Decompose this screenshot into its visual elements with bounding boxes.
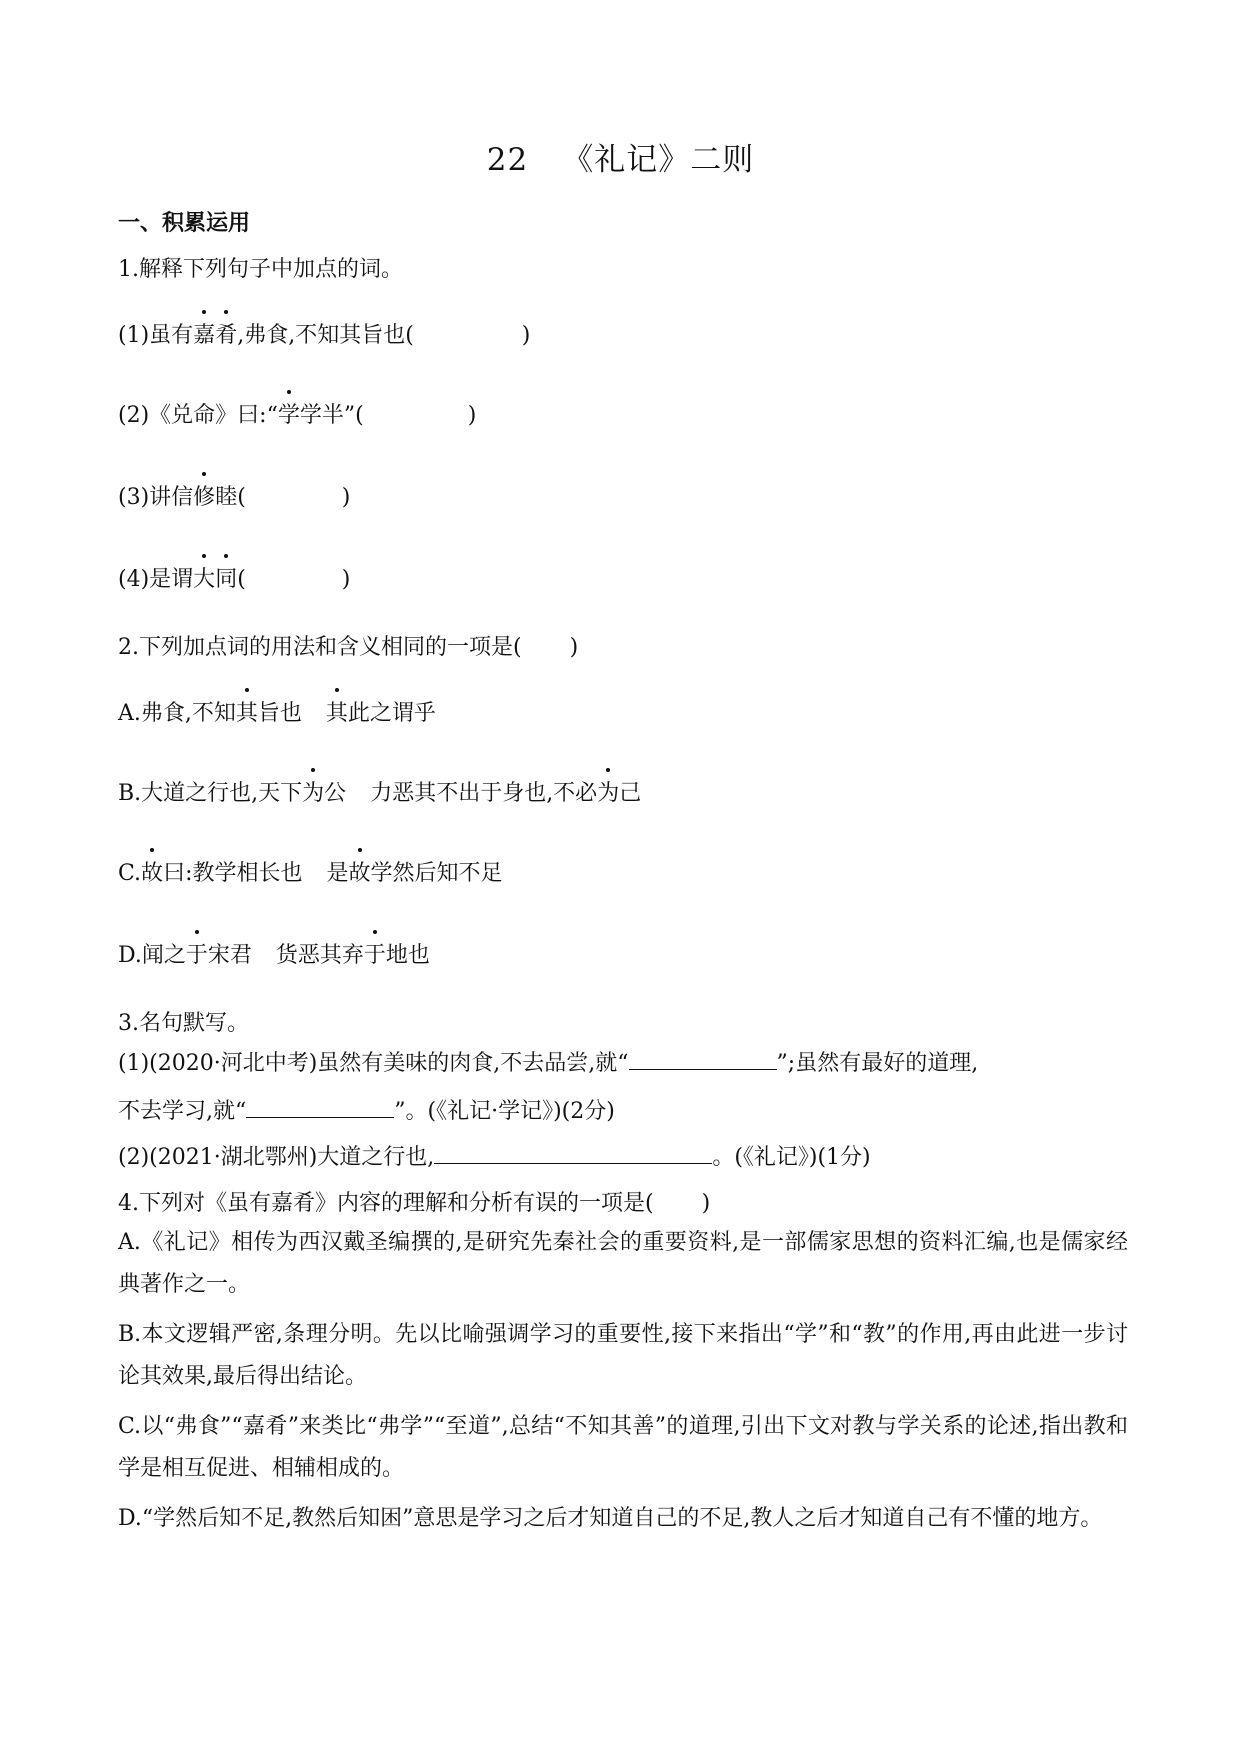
- dotted-char: 学: [278, 398, 300, 429]
- q3-part-2: (2)(2021·湖北鄂州)大道之行也, 。(《礼记》)(1分): [118, 1145, 871, 1170]
- dotted-char: 于: [186, 938, 208, 969]
- q1-item-2: (2)《兑命》曰:“学学半”( ): [118, 398, 476, 429]
- q4-option-d: D.“学然后知不足,教然后知困”意思是学习之后才知道自己的不足,教人之后才知道自己有不懂的地方。: [118, 1506, 1103, 1531]
- q2-stem: 2.下列加点词的用法和含义相同的一项是( ): [118, 635, 579, 660]
- dotted-char: 嘉: [193, 318, 215, 349]
- q1-item-4: (4)是谓大同( ): [118, 562, 350, 593]
- dotted-char: 故: [349, 856, 371, 887]
- dotted-char: 大: [193, 562, 215, 593]
- q4-option-c: C.以“弗食”“嘉肴”来类比“弗学”“至道”,总结“不知其善”的道理,引出下文对教与学关系的论述,指出教和学是相互促进、相辅相成的。: [118, 1414, 1128, 1481]
- q2-option-a: A.弗食,不知其旨也 其此之谓乎: [118, 696, 436, 727]
- q3-part-1-line-1: (1)(2020·河北中考)虽然有美味的肉食,不去品尝,就“ ”;虽然有最好的道理,: [118, 1051, 979, 1076]
- dotted-char: 肴: [215, 318, 237, 349]
- dotted-char: 为: [302, 776, 324, 807]
- dotted-char: 修: [193, 480, 215, 511]
- dotted-char: 其: [326, 696, 348, 727]
- q3-part-1-line-2: 不去学习,就“ ”。(《礼记·学记》)(2分): [118, 1099, 615, 1124]
- q3-stem: 3.名句默写。: [118, 1011, 249, 1036]
- dotted-char: 同: [215, 562, 237, 593]
- lesson-title: 《礼记》二则: [562, 142, 755, 178]
- q1-item-3: (3)讲信修睦( ): [118, 480, 350, 511]
- q4-option-b: B.本文逻辑严密,条理分明。先以比喻强调学习的重要性,接下来指出“学”和“教”的作用,再由此进一步讨论其效果,最后得出结论。: [118, 1322, 1128, 1389]
- section-heading: 一、积累运用: [118, 211, 251, 236]
- q2-option-d: D.闻之于宋君 货恶其弃于地也: [118, 938, 430, 969]
- fill-in-blank[interactable]: [434, 1162, 712, 1164]
- lesson-number: 22: [486, 142, 529, 178]
- dotted-char: 其: [236, 696, 258, 727]
- q2-option-c: C.故曰:教学相长也 是故学然后知不足: [118, 856, 503, 887]
- q4-stem: 4.下列对《虽有嘉肴》内容的理解和分析有误的一项是( ): [118, 1191, 711, 1216]
- dotted-char: 故: [141, 856, 163, 887]
- q1-item-1: (1)虽有嘉肴,弗食,不知其旨也( ): [118, 318, 530, 349]
- dotted-char: 于: [364, 938, 386, 969]
- q4-option-a: A.《礼记》相传为西汉戴圣编撰的,是研究先秦社会的重要资料,是一部儒家思想的资料汇编,也是儒家经典著作之一。: [118, 1230, 1128, 1297]
- dotted-char: 为: [597, 776, 619, 807]
- q1-stem: 1.解释下列句子中加点的词。: [118, 257, 403, 282]
- fill-in-blank[interactable]: [246, 1116, 394, 1118]
- page-title: [0, 134, 1241, 179]
- q2-option-b: B.大道之行也,天下为公 力恶其不出于身也,不必为己: [118, 776, 641, 807]
- fill-in-blank[interactable]: [629, 1068, 777, 1070]
